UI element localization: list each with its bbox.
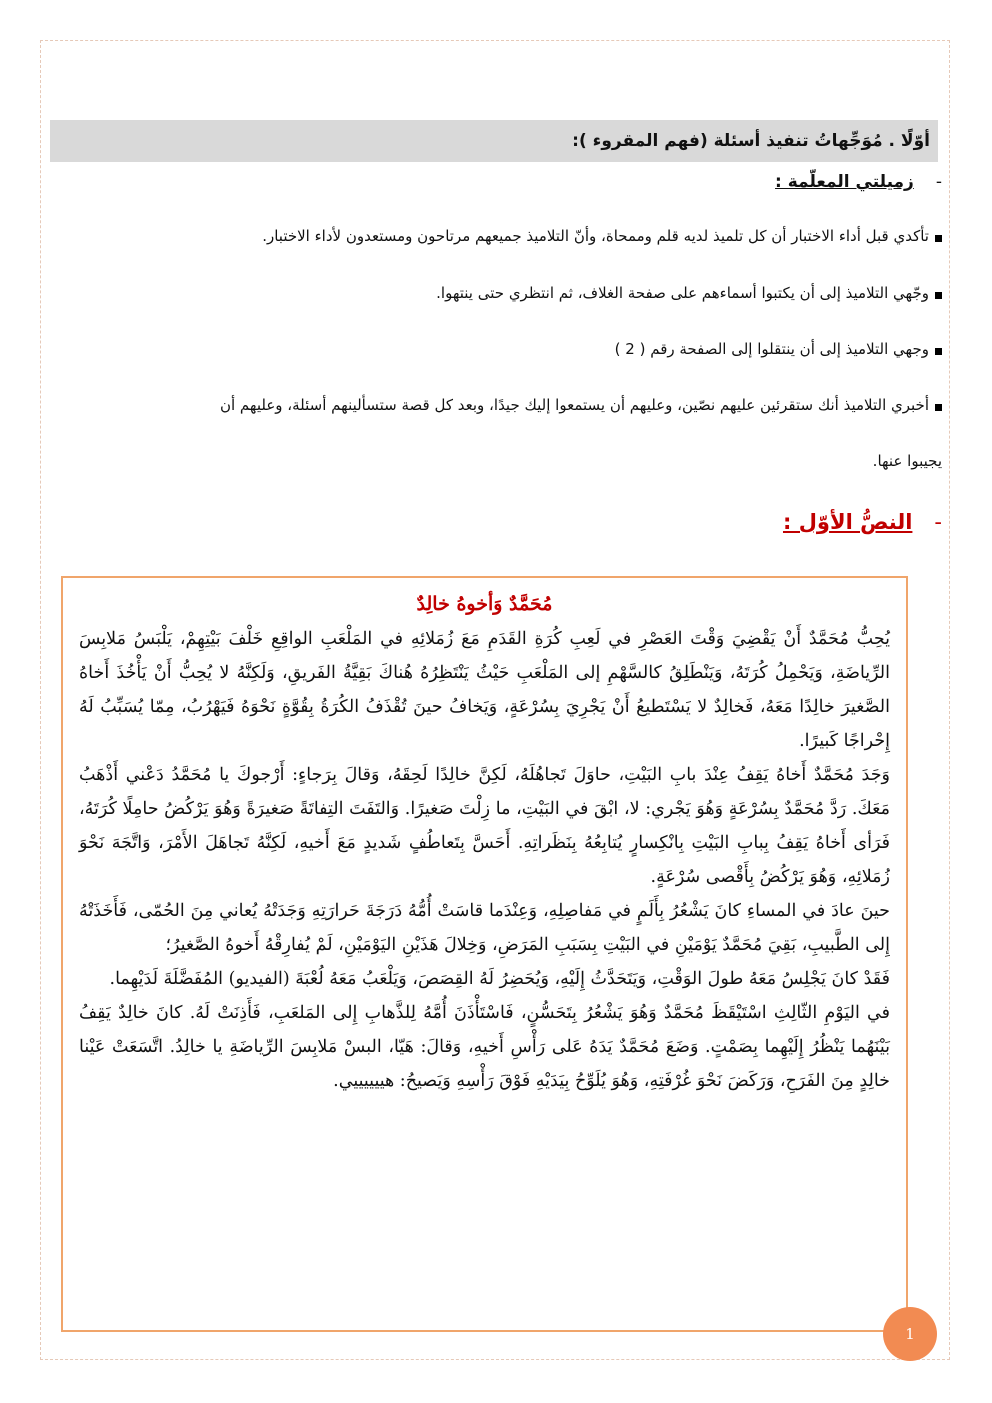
story-box — [61, 576, 908, 1332]
square-bullet-icon — [935, 348, 942, 355]
instruction-item — [40, 227, 942, 245]
story-paragraph: وَجَدَ مُحَمَّدٌ أَخاهُ يَقِفُ عِنْدَ بابِ البَيْتِ، حاوَلَ تَجاهُلَهُ، لَكِنَّ خالِدًا لَحِقَهُ، وَقالَ بِرَجاءٍ: أَرْجوكَ يا مُحَمَّدُ دَعْني أَذْهَبُ مَعَكَ. رَدَّ مُحَمَّدٌ بِسُرْعَةٍ وَهُوَ يَجْري: لا، ابْقَ في البَيْتِ، ما زِلْتَ صَغيرًا. وَالتَفَتَ التِفاتَةً صَغيرَةً وَهُوَ يَرْكُضُ حامِلًا كُرَتَهُ، فَرَأى أَخاهُ يَقِفُ بِبابِ البَيْتِ بِانْكِسارٍ يُتابِعُهُ بِنَظَراتِهِ. أَحَسَّ بِتَعاطُفٍ شَديدٍ مَعَ أَخيهِ، لَكِنَّهُ تَجاهَلَ الأَمْرَ، وَاتَّجَهَ نَحْوَ زُمَلائِهِ، وَهُوَ يَرْكُضُ بِأَقْصى سُرْعَةٍ. — [79, 765, 890, 887]
instruction-text: تأكدي قبل أداء الاختبار أن كل تلميذ لديه قلم وممحاة، وأنّ التلاميذ جميعهم مرتاحون ومستعدون لأداء الاختبار. — [262, 227, 929, 245]
story-paragraph: فَقَدْ كانَ يَجْلِسُ مَعَهُ طولَ الوَقْتِ، وَيَتَحَدَّثُ إِلَيْهِ، وَيُحَضِرُ لَهُ القِصَصَ، وَيَلْعَبُ مَعَهُ لُعْبَةَ (الفيديو) المُفَضَّلَةَ لَدَيْهِما. — [109, 969, 890, 989]
square-bullet-icon — [935, 292, 942, 299]
subheading-label: زميلتي المعلّمة : — [775, 172, 914, 192]
heading-label: النصُّ الأوّل : — [782, 510, 913, 534]
page-number — [883, 1307, 937, 1361]
instruction-text: وجهي التلاميذ إلى أن ينتقلوا إلى الصفحة رقم ( 2 ) — [614, 340, 929, 358]
section-header — [50, 120, 938, 162]
story-paragraph: في اليَوْمِ الثّالِثِ اسْتَيْقَظَ مُحَمَّدٌ وَهُوَ يَشْعُرُ بِتَحَسُّنٍ، فَاسْتَأْذَنَ أُمَّهُ لِلذَّهابِ إِلى المَلعَبِ، فَأَذِنَتْ لَهُ. كانَ خالِدٌ يَقِفُ بَيْنَهُما يَنْظُرُ إِلَيْهِما بِصَمْتٍ. وَضَعَ مُحَمَّدٌ يَدَهُ عَلى رَأْسِ أَخيهِ، وَقالَ: هَيّا، البسْ مَلابِسَ الرِّياضَةِ يا خالِدُ. اتَّسَعَتْ عَيْنا خالِدٍ مِنَ الفَرَحِ، وَرَكَضَ نَحْوَ غُرْفَتِهِ، وَهُوَ يُلَوِّحُ بِيَدَيْهِ فَوْقَ رَأْسِهِ وَيَصيحُ: هييييييي. — [79, 1003, 890, 1091]
instruction-item — [40, 396, 942, 414]
heading-dash: - — [934, 510, 942, 534]
first-text-heading — [783, 510, 942, 534]
story-title: مُحَمَّدٌ وَأخوهُ خالِدٌ — [416, 593, 553, 615]
instruction-text: يجيبوا عنها. — [872, 452, 942, 470]
subheading-dash: - — [935, 172, 942, 192]
page-number-text: 1 — [905, 1325, 915, 1343]
square-bullet-icon — [935, 235, 942, 242]
story-paragraph: يُحِبُّ مُحَمَّدٌ أَنْ يَقْضِيَ وَقْتَ العَصْرِ في لَعِبِ كُرَةِ القَدَمِ مَعَ زُمَلائِهِ في المَلْعَبِ الواقِعِ خَلْفَ بَيْتِهِمْ، يَلْبَسُ مَلابِسَ الرِّياضَةِ، وَيَحْمِلُ كُرَتَهُ، وَيَنْطَلِقُ كالسَّهْمِ إلى المَلْعَبِ حَيْثُ يَنْتَظِرُهُ هُناكَ بَقِيَّةُ الفَريقِ، وَلَكِنَّهُ لا يُحِبُّ أَنْ يَأْخُذَ أَخاهُ الصَّغيرَ خالِدًا مَعَهُ، فَخالِدٌ لا يَسْتَطيعُ أَنْ يَجْرِيَ بِسُرْعَةٍ، وَيَخافُ حينَ تُقْذَفُ الكُرَةُ بِقُوَّةٍ نَحْوَهُ فَيَهْرُبُ، مِمّا يُسَبِّبُ لَهُ إِحْراجًا كَبيرًا. — [79, 629, 890, 751]
section-header-title: أوّلًا . مُوَجِّهاتُ تنفيذ أسئلة (فهم المقروء ): — [572, 131, 930, 151]
instruction-item — [40, 284, 942, 302]
instruction-item — [40, 340, 942, 358]
teacher-subheading — [775, 172, 942, 192]
square-bullet-icon — [935, 404, 942, 411]
story-paragraph: حينَ عادَ في المساءِ كانَ يَشْعُرُ بِأَلَمٍ في مَفاصِلِهِ، وَعِنْدَما قاسَتْ أُمُّهُ دَرَجَةَ حَرارَتِهِ وَجَدَتْهُ يُعاني مِنَ الحُمّى، فَأَخَذَتْهُ إِلى الطَّبيبِ، بَقِيَ مُحَمَّدٌ يَوْمَيْنِ في البَيْتِ بِسَبَبِ المَرَضِ، وَخِلالَ هَذَيْنِ اليَوْمَيْنِ، لَمْ يُفارِقْهُ أَخوهُ الصَّغيرُ؛ — [79, 901, 890, 955]
instruction-text: وجّهي التلاميذ إلى أن يكتبوا أسماءهم على صفحة الغلاف، ثم انتظري حتى ينتهوا. — [436, 284, 929, 302]
instruction-text: أخبري التلاميذ أنك ستقرئين عليهم نصّين، وعليهم أن يستمعوا إليك جيدًا، وبعد كل قصة ستسألينهم أسئلة، وعليهم أن — [219, 396, 929, 414]
instruction-continuation — [40, 452, 942, 470]
